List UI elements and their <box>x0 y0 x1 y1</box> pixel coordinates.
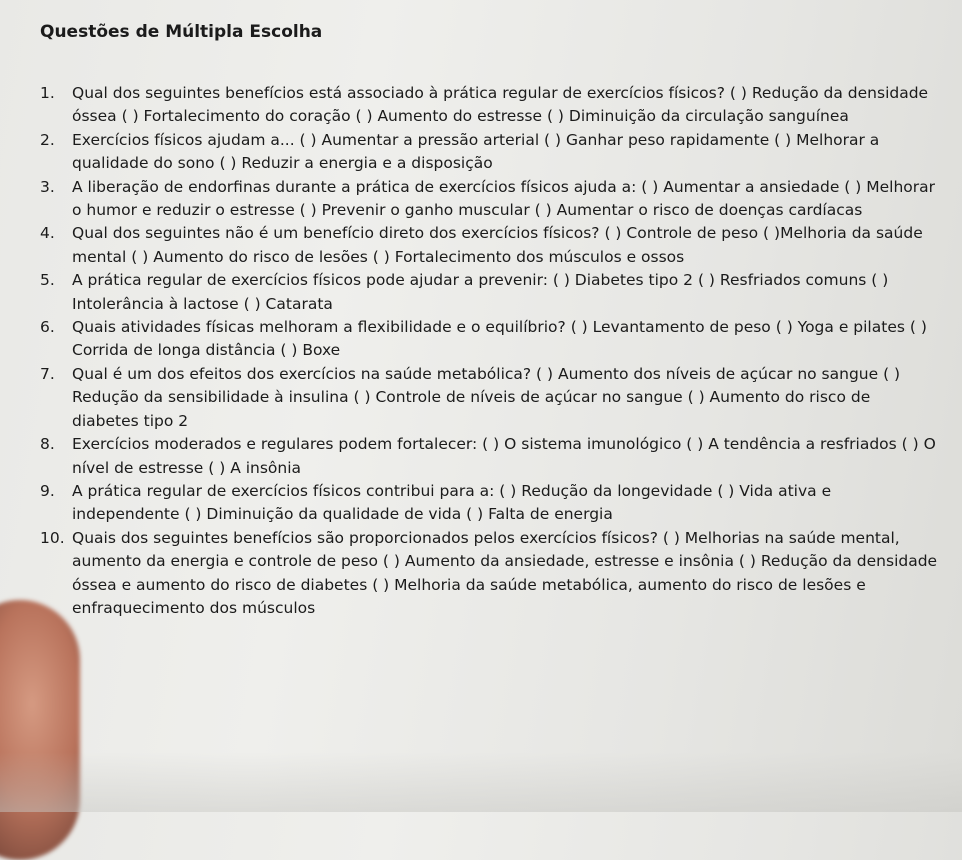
question-item <box>40 363 940 433</box>
question-number: 5. <box>40 271 55 290</box>
question-item <box>40 316 940 363</box>
question-text: Qual dos seguintes benefícios está associado à prática regular de exercícios físicos? ( ) Redução da densidade óssea ( ) Fortalecimento do coração ( ) Aumento do estresse ( ) Diminuição da circulação sanguínea <box>72 84 929 126</box>
question-text: A liberação de endorfinas durante a prática de exercícios físicos ajuda a: ( ) Aumentar a ansiedade ( ) Melhorar o humor e reduzir o estresse ( ) Prevenir o ganho muscular ( ) Aumentar o risco de doenças cardíacas <box>72 177 936 220</box>
question-text: Quais atividades físicas melhoram a flexibilidade e o equilíbrio? ( ) Levantamento de peso ( ) Yoga e pilates ( ) Corrida de longa distância ( ) Boxe <box>72 318 927 360</box>
question-text: A prática regular de exercícios físicos contribui para a: ( ) Redução da longevidade ( ) Vida ativa e independente ( ) Diminuição da qualidade de vida ( ) Falta de energia <box>72 481 832 524</box>
question-number: 8. <box>40 435 55 454</box>
question-number: 1. <box>40 84 55 102</box>
question-item <box>40 129 940 176</box>
question-number: 3. <box>40 177 55 196</box>
question-text: Qual dos seguintes não é um benefício direto dos exercícios físicos? ( ) Controle de peso ( )Melhoria da saúde mental ( ) Aumento do risco de lesões ( ) Fortalecimento dos músculos e ossos <box>72 224 923 266</box>
question-list <box>40 82 940 620</box>
question-item <box>40 222 940 269</box>
question-text: A prática regular de exercícios físicos pode ajudar a prevenir: ( ) Diabetes tipo 2 ( ) Resfriados comuns ( ) Intolerância à lactose ( ) Catarata <box>72 271 889 313</box>
question-text: Exercícios moderados e regulares podem fortalecer: ( ) O sistema imunológico ( ) A tendência a resfriados ( ) O nível de estresse ( ) A insônia <box>72 435 936 477</box>
thumb-finger <box>0 600 80 860</box>
question-number: 4. <box>40 224 55 243</box>
question-item <box>40 176 940 223</box>
question-text: Quais dos seguintes benefícios são proporcionados pelos exercícios físicos? ( ) Melhorias na saúde mental, aumento da energia e controle de peso ( ) Aumento da ansiedade, estresse e insônia ( ) Redução da densidade óssea e aumento do risco de diabetes ( ) Melhoria da saúde metabólica, aumento do risco de lesões e enfraquecimento dos músculos <box>72 528 938 617</box>
question-number: 10. <box>40 528 65 547</box>
question-number: 6. <box>40 318 55 337</box>
question-item <box>40 82 940 129</box>
question-number: 2. <box>40 130 55 149</box>
question-item <box>40 480 940 527</box>
question-text: Exercícios físicos ajudam a... ( ) Aumentar a pressão arterial ( ) Ganhar peso rapidamente ( ) Melhorar a qualidade do sono ( ) Reduzir a energia e a disposição <box>72 130 880 173</box>
question-item <box>40 433 940 480</box>
question-item <box>40 527 940 621</box>
page-title: Questões de Múltipla Escolha <box>40 22 323 42</box>
question-number: 7. <box>40 364 55 383</box>
paper-shadow <box>0 752 962 812</box>
question-text: Qual é um dos efeitos dos exercícios na saúde metabólica? ( ) Aumento dos níveis de açúcar no sangue ( ) Redução da sensibilidade à insulina ( ) Controle de níveis de açúcar no sangue ( ) Aumento do risco de diabetes tipo 2 <box>72 364 901 430</box>
question-number: 9. <box>40 481 55 500</box>
question-item <box>40 269 940 316</box>
